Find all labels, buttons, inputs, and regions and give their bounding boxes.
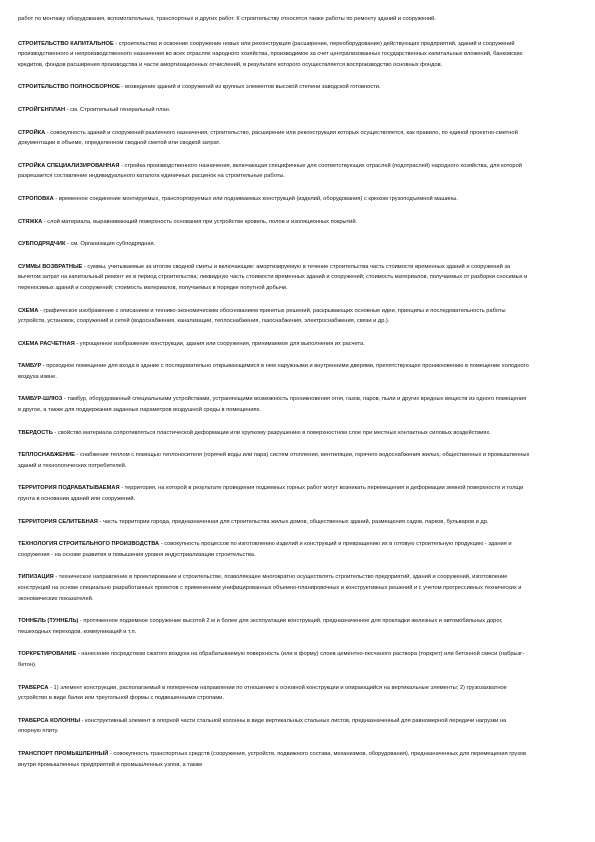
entry-definition: - возведение зданий и сооружений из крупных элементов высокой степени заводской готовности. bbox=[119, 84, 381, 91]
entry-term: СТРОЙКА bbox=[18, 129, 46, 136]
glossary-entry bbox=[18, 450, 530, 471]
entry-definition: - снабжение теплом с помощью теплоносителя (горячей воды или пара) систем отопления, вентиляции, горячего водоснабжения жилых, общественных и промышленных зданий и технологических потребителей. bbox=[18, 452, 530, 469]
entry-term: ТОРКРЕТИРОВАНИЕ bbox=[18, 651, 77, 658]
entry-term: ТАМБУР bbox=[18, 363, 42, 370]
entry-definition: - территория, на которой в результате проведения подземных горных работ могут возникать перемещения и деформации земной поверхности и толщи грунта в основании зданий или сооружений. bbox=[18, 485, 524, 503]
entry-definition: - суммы, учитываемые за итогом сводной сметы и включающие: амортизируемую в течение строительства часть стоимости временных зданий и сооружений за вычетом затрат на капитальный ремонт их в период строительства; ликвидную часть стоимости временных зданий и сооружений; стоимость материалов, получаемых от разборки сносимых и переносимых зданий и сооружений; стоимость материалов, получаемых в порядке попутной добычи. bbox=[18, 263, 528, 291]
entry-definition: - совокупность процессов по изготовлению изделий и конструкций и превращению их в готовую строительную продукцию - здания и сооружения - на основе развития и повышения уровня индустриализации строительства. bbox=[18, 541, 512, 558]
entry-definition: - свойство материала сопротивляться пластической деформации или хрупкому разрушению в поверхностном слое при местных контактных силовых воздействиях. bbox=[52, 429, 491, 436]
entry-definition: - нанесение посредством сжатого воздуха на обрабатываемую поверхность (или в форму) слоев цементно-песчаного раствора (торкрет) или бетонной смеси (набрызг-бетон). bbox=[18, 651, 525, 668]
entry-definition: - 1) элемент конструкции, располагаемый в поперечном направлении по отношению к основной конструкции и опирающийся на вертикальные элементы; 2) грузозахватное устройство в виде балки или треугольной формы с подвешенными стропами. bbox=[18, 684, 507, 702]
entry-definition: - протяженное подземное сооружение высотой 2 м и более для эксплуатации конструкций, предназначенное для прокладки железных и автомобильных дорог, пешеходных переходов, коммуникаций и т.п. bbox=[18, 618, 503, 635]
entry-definition: - см. Организация субподрядная. bbox=[65, 241, 156, 248]
entry-term: ТЕРРИТОРИЯ СЕЛИТЕБНАЯ bbox=[18, 518, 98, 525]
entry-definition: - стройка производственного назначения, включающая специфичные для соответствующих отраслей (подотраслей) народного хозяйства, для которой разрешается составление индивидуального каталога единичных расценок на строительные работы. bbox=[18, 162, 522, 180]
glossary-entry bbox=[18, 105, 530, 116]
glossary-entry bbox=[18, 517, 530, 528]
entry-definition: - см. Строительный генеральный план. bbox=[65, 106, 171, 113]
entry-definition: - графическое изображение с описанием и технико-экономическим обоснованием принятых решений, раскрывающих основные идеи, принципы и последовательность работы устройств, установок, сооружений и сетей (водоснабжения, канализации, теплоснабжения, газоснабжения, электроснабжения, связи и др.). bbox=[18, 307, 506, 325]
entry-definition: - слой материала, выравнивающий поверхность основания при устройстве кровель, полов и изоляционных покрытий. bbox=[42, 218, 358, 225]
entry-term: ТЕПЛОСНАБЖЕНИЕ bbox=[18, 452, 75, 459]
entry-definition: - техническое направление в проектировании и строительстве, позволяющее многократно осуществлять строительство предприятий, зданий и сооружений, изготовление конструкций на основе специально разработанных проектов с применением унифицированных объемно-планировочных и конструктивных решений и с учетом прогрессивных технических и экономических показателей. bbox=[18, 574, 522, 602]
entry-term: ТОННЕЛЬ (ТУННЕЛЬ) bbox=[18, 618, 79, 625]
glossary-entry bbox=[18, 716, 530, 737]
glossary-entry bbox=[18, 128, 530, 149]
entry-definition: - временное соединение монтируемых, транспортируемых или поднимаемых конструкций (изделий, оборудования) с крюком грузоподъемной машины. bbox=[53, 195, 458, 202]
entry-term: СТРОИТЕЛЬСТВО КАПИТАЛЬНОЕ bbox=[18, 40, 114, 47]
glossary-entry bbox=[18, 161, 530, 182]
entry-term: СТРОПОВКА bbox=[18, 195, 54, 202]
entry-term: ТРАВЕРСА КОЛОННЫ bbox=[18, 717, 81, 724]
glossary-entry bbox=[18, 217, 530, 228]
entry-term: СТЯЖКА bbox=[18, 218, 43, 225]
glossary-entry bbox=[18, 361, 530, 382]
glossary-entry bbox=[18, 649, 530, 670]
glossary-entry bbox=[18, 306, 530, 327]
entry-term: ТАМБУР-ШЛЮЗ bbox=[18, 396, 63, 403]
entry-term: ТИПИЗАЦИЯ bbox=[18, 574, 54, 581]
entry-definition: - совокупность зданий и сооружений различного назначения, строительство, расширение или реконструкция которых осуществляется, как правило, по единой проектно-сметной документации в объеме, определенном сводной сметой или сводкой затрат. bbox=[18, 129, 518, 147]
glossary-entry bbox=[18, 572, 530, 604]
entry-definition: - конструктивный элемент в опорной части стальной колонны в виде вертикальных стальных листов, предназначенный для равномерной передачи нагрузки на опорную плиту. bbox=[18, 717, 507, 735]
entry-term: ТВЕРДОСТЬ bbox=[18, 429, 53, 436]
entry-term: ТРАНСПОРТ ПРОМЫШЛЕННЫЙ bbox=[18, 750, 109, 757]
entry-definition: - упрощенное изображение конструкции, здания или сооружения, принимаемое для выполнения их расчета. bbox=[74, 340, 365, 347]
glossary-entry bbox=[18, 616, 530, 637]
entry-definition: - проходное помещение для входа в здание с последовательно открывающимися в нем наружными и внутренними дверями, препятствующее проникновению в помещение холодного воздуха извне. bbox=[18, 363, 529, 380]
glossary-entry bbox=[18, 428, 530, 439]
entry-definition: - часть территории города, предназначенная для строительства жилых домов, общественных зданий, размещения садов, парков, бульваров и др. bbox=[97, 518, 489, 525]
entry-definition: - строительство и освоение сооружение новых или реконструкция (расширение, переоборудование) действующих предприятий, зданий и сооружений производственного и непроизводственного назначения во всех отраслях народного хозяйства, производимое за счет централизованных государственных капитальных вложений, банковских кредитов, фондов расширения производства и части амортизационных отчислений, в результате которого осуществляется воспроизводство основных фондов. bbox=[18, 40, 523, 68]
glossary-entry bbox=[18, 82, 530, 93]
glossary-entry bbox=[18, 39, 530, 71]
glossary-entry bbox=[18, 194, 530, 205]
glossary-entry bbox=[18, 339, 530, 350]
entry-term: СТРОЙГЕНПЛАН bbox=[18, 106, 66, 113]
entry-term: ТЕРРИТОРИЯ ПОДРАБАТЫВАЕМАЯ bbox=[18, 485, 120, 492]
document-page bbox=[18, 14, 530, 782]
entry-term: СТРОЙКА СПЕЦИАЛИЗИРОВАННАЯ bbox=[18, 162, 120, 169]
entry-definition: - совокупность транспортных средств (сооружения, устройств, подвижного состава, механизмов, оборудования), предназначенных для перемещения грузов внутри промышленных предприятий и промышленных узлов, а также bbox=[18, 750, 526, 768]
entry-term: ТЕХНОЛОГИЯ СТРОИТЕЛЬНОГО ПРОИЗВОДСТВА bbox=[18, 541, 160, 548]
glossary-entry bbox=[18, 683, 530, 704]
glossary-entry bbox=[18, 539, 530, 560]
glossary-entry bbox=[18, 262, 530, 294]
entry-term: СХЕМА РАСЧЕТНАЯ bbox=[18, 340, 75, 347]
entry-term: СТРОИТЕЛЬСТВО ПОЛНОСБОРНОЕ bbox=[18, 84, 120, 91]
glossary-entry bbox=[18, 394, 530, 415]
glossary-entry bbox=[18, 749, 530, 770]
entry-definition: - тамбур, оборудованный специальными устройствами, устраняющими возможность проникновения огня, газов, паров, пыли и других вредных веществ из одного помещения в другое, а также для поддержания заданных параметров воздушной среды в помещениях. bbox=[18, 396, 527, 414]
entry-term: СУБПОДРЯДЧИК bbox=[18, 241, 66, 248]
glossary-entry bbox=[18, 239, 530, 250]
entry-term: ТРАВЕРСА bbox=[18, 684, 49, 691]
entry-term: СУММЫ ВОЗВРАТНЫЕ bbox=[18, 263, 83, 270]
intro-paragraph: работ по монтажу оборудования, вспомогательных, транспортных и других работ. К строительству относятся также работы по ремонту зданий и сооружений. bbox=[18, 16, 436, 22]
entry-term: СХЕМА bbox=[18, 307, 39, 314]
glossary-entry bbox=[18, 483, 530, 504]
